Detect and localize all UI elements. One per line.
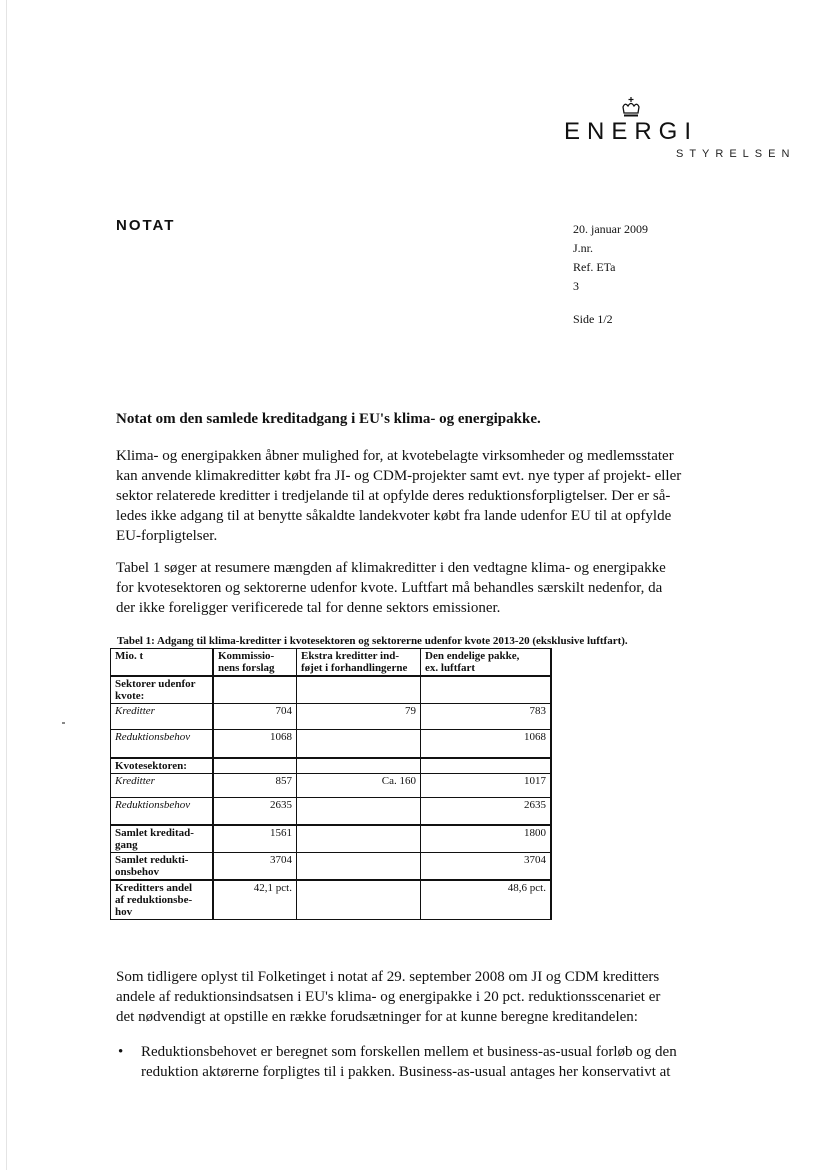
logo-wordmark: ENERGI bbox=[564, 118, 699, 145]
table-row bbox=[111, 704, 552, 730]
text-line: Reduktionsbehovet er beregnet som forskellen mellem et business-as-usual forløb og den bbox=[141, 1044, 677, 1060]
table-cell bbox=[213, 676, 297, 704]
table-row bbox=[111, 825, 552, 853]
table-cell: 2635 bbox=[213, 797, 297, 825]
label-text: af reduktionsbe- bbox=[115, 894, 193, 906]
row-label: Kreditter bbox=[111, 773, 214, 797]
text-line: Som tidligere oplyst til Folketinget i notat af 29. september 2008 om JI og CDM kreditters bbox=[116, 969, 660, 985]
table-cell: 3704 bbox=[421, 853, 552, 881]
header-text: nens forslag bbox=[218, 662, 275, 674]
table-row bbox=[111, 676, 552, 704]
table-cell: 1800 bbox=[421, 825, 552, 853]
label-text: Kreditters andel bbox=[115, 882, 193, 894]
table-cell bbox=[297, 730, 421, 758]
table-row bbox=[111, 797, 552, 825]
header-text: føjet i forhandlingerne bbox=[301, 662, 408, 674]
table-cell: 704 bbox=[213, 704, 297, 730]
label-text: onsbehov bbox=[115, 866, 160, 878]
table-row bbox=[111, 773, 552, 797]
header-text: Mio. t bbox=[115, 650, 144, 662]
label-text: Samlet redukti- bbox=[115, 854, 189, 866]
table-cell bbox=[421, 676, 552, 704]
row-label: Kreditter bbox=[111, 704, 214, 730]
header-cell bbox=[213, 649, 297, 677]
text-line: andele af reduktionsindsatsen i EU's klima- og energipakke i 20 pct. reduktionsscenariet er bbox=[116, 989, 661, 1005]
label-text: kvote: bbox=[115, 690, 145, 702]
text-line: sektor relaterede kreditter i tredjelande til at opfylde deres reduktionsforpligtelser. Der er så- bbox=[116, 488, 671, 504]
table-cell bbox=[421, 758, 552, 774]
logo-subtitle: STYRELSEN bbox=[676, 148, 796, 160]
table-cell bbox=[297, 758, 421, 774]
doc-jnr: J.nr. bbox=[573, 241, 594, 255]
table-cell: 79 bbox=[297, 704, 421, 730]
table-cell: 42,1 pct. bbox=[213, 880, 297, 920]
assumption-list bbox=[116, 1042, 677, 1082]
page-number: Side 1/2 bbox=[573, 312, 613, 326]
table-row bbox=[111, 853, 552, 881]
header-cell bbox=[111, 649, 214, 677]
scan-edge-line bbox=[6, 0, 7, 1170]
crown-icon bbox=[620, 96, 642, 118]
table-cell bbox=[297, 825, 421, 853]
table-cell bbox=[297, 797, 421, 825]
table-cell: 1068 bbox=[213, 730, 297, 758]
text-line: EU-forpligtelser. bbox=[116, 528, 218, 544]
text-line: det nødvendigt at opstille en række forudsætninger for at kunne beregne kreditandelen: bbox=[116, 1009, 638, 1025]
paragraph-assumptions bbox=[116, 967, 716, 1027]
table-cell: 2635 bbox=[421, 797, 552, 825]
doc-date: 20. januar 2009 bbox=[573, 222, 648, 236]
bullet-icon: • bbox=[118, 1044, 124, 1060]
text-line: ledes ikke adgang til at benytte såkaldte landekvoter købt fra lande udenfor EU til at opfylde bbox=[116, 508, 672, 524]
paragraph-table-intro bbox=[116, 558, 716, 618]
table-cell: 3704 bbox=[213, 853, 297, 881]
text-line: reduktion aktørerne forpligtes til i pakken. Business-as-usual antages her konservativt at bbox=[141, 1064, 671, 1080]
section-label: Kvotesektoren: bbox=[111, 758, 214, 774]
scan-mark bbox=[62, 722, 65, 724]
doc-type-heading: NOTAT bbox=[116, 217, 176, 234]
text-line: for kvotesektoren og sektorerne udenfor kvote. Luftfart må behandles særskilt nedenfor, da bbox=[116, 580, 663, 596]
table-cell: 783 bbox=[421, 704, 552, 730]
table-header-row bbox=[111, 649, 552, 677]
table-cell bbox=[297, 880, 421, 920]
paragraph-intro bbox=[116, 446, 716, 546]
row-label bbox=[111, 880, 214, 920]
list-item bbox=[116, 1042, 677, 1082]
table-cell bbox=[297, 676, 421, 704]
label-text: hov bbox=[115, 906, 133, 918]
header-text: Ekstra kreditter ind- bbox=[301, 650, 399, 662]
table-cell: Ca. 160 bbox=[297, 773, 421, 797]
table-row bbox=[111, 758, 552, 774]
doc-number: 3 bbox=[573, 279, 579, 293]
text-line: Tabel 1 søger at resumere mængden af klimakreditter i den vedtagne klima- og energipakke bbox=[116, 560, 666, 576]
table-cell bbox=[213, 758, 297, 774]
text-line: Klima- og energipakken åbner mulighed for, at kvotebelagte virksomheder og medlemsstater bbox=[116, 448, 674, 464]
header-text: Kommissio- bbox=[218, 650, 275, 662]
label-text: Samlet kreditad- bbox=[115, 827, 194, 839]
label-text: Sektorer udenfor bbox=[115, 678, 196, 690]
table-row bbox=[111, 730, 552, 758]
table-row bbox=[111, 880, 552, 920]
row-label bbox=[111, 853, 214, 881]
table-cell: 1017 bbox=[421, 773, 552, 797]
row-label: Reduktionsbehov bbox=[111, 797, 214, 825]
doc-meta bbox=[573, 220, 648, 296]
header-text: Den endelige pakke, bbox=[425, 650, 520, 662]
credits-table bbox=[110, 648, 552, 920]
table-cell: 48,6 pct. bbox=[421, 880, 552, 920]
page-title: Notat om den samlede kreditadgang i EU's klima- og energipakke. bbox=[116, 411, 541, 427]
table-cell: 1561 bbox=[213, 825, 297, 853]
text-line: der ikke foreligger verificerede tal for denne sektors emissioner. bbox=[116, 600, 501, 616]
row-label: Reduktionsbehov bbox=[111, 730, 214, 758]
table-cell: 1068 bbox=[421, 730, 552, 758]
section-label bbox=[111, 676, 214, 704]
table-cell bbox=[297, 853, 421, 881]
row-label bbox=[111, 825, 214, 853]
header-cell bbox=[297, 649, 421, 677]
table-cell: 857 bbox=[213, 773, 297, 797]
header-cell bbox=[421, 649, 552, 677]
doc-ref: Ref. ETa bbox=[573, 260, 616, 274]
text-line: kan anvende klimakreditter købt fra JI- og CDM-projekter samt evt. nye typer af projekt- eller bbox=[116, 468, 682, 484]
header-text: ex. luftfart bbox=[425, 662, 476, 674]
table-caption: Tabel 1: Adgang til klima-kreditter i kvotesektoren og sektorerne udenfor kvote 2013-20 (eksklusive luftfart). bbox=[117, 635, 628, 647]
label-text: gang bbox=[115, 839, 138, 851]
